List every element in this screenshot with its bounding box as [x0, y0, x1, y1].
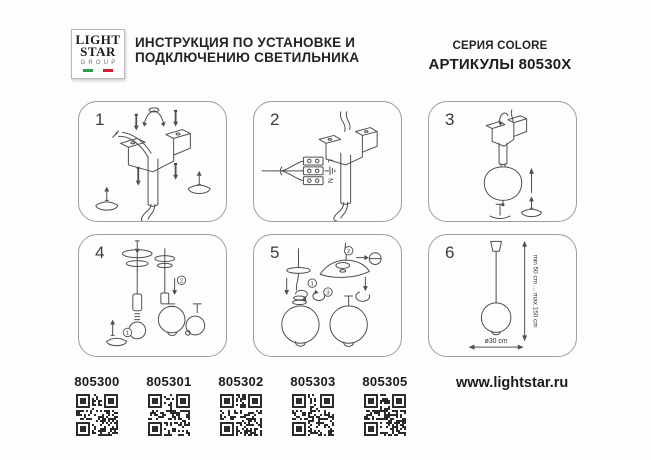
qr-code [148, 394, 190, 436]
series-block [408, 40, 592, 73]
logo-group-text: GROUP [80, 60, 119, 66]
title-line-2: ПОДКЛЮЧЕНИЮ СВЕТИЛЬНИКА [135, 49, 360, 65]
panel-step-3 [428, 101, 577, 222]
article-number: 805303 [290, 374, 336, 389]
down-arrow-icon [172, 278, 177, 295]
lightstar-logo [71, 29, 125, 79]
qr-code [364, 394, 406, 436]
short-pendant-assembly [155, 249, 175, 304]
page-title [135, 36, 375, 65]
diagram-step-5 [254, 235, 401, 356]
qr-code [292, 394, 334, 436]
canopy-shade [484, 167, 521, 206]
ceiling-cloth [320, 243, 369, 278]
svg-text:3: 3 [326, 290, 330, 297]
step-marker-1 [308, 279, 316, 287]
cable-clamp-icon [142, 108, 166, 127]
diagram-step-2 [254, 102, 401, 221]
panel-step-2 [253, 101, 402, 222]
logo-light-text: LIGHT [75, 32, 121, 47]
suspension-rod [499, 143, 507, 167]
svg-text:1: 1 [310, 281, 314, 288]
panel-number: 4 [95, 243, 105, 262]
diagram-step-6 [429, 235, 576, 356]
footer-article-item [62, 374, 132, 436]
down-arrow-icon [284, 278, 289, 295]
terminal-label-neutral: N [325, 178, 333, 184]
article-number: 805305 [362, 374, 408, 389]
horizontal-dimension-label: ø30 cm [484, 338, 508, 346]
panel-step-5 [253, 234, 402, 357]
panel-number: 5 [270, 243, 280, 262]
ceiling-bracket [319, 112, 377, 165]
vertical-dimension-label: min 50 cm ... max 150 cm [531, 254, 539, 328]
panel-number: 2 [270, 110, 280, 129]
ceiling-bracket [486, 110, 526, 146]
article-number: 805301 [146, 374, 192, 389]
panel-number: 3 [445, 110, 455, 129]
diagram-step-4 [79, 235, 226, 356]
wall-anchor-icon [522, 196, 542, 216]
terminal-label-line: L [325, 159, 333, 163]
footer-article-item [134, 374, 204, 436]
article-number: 805300 [74, 374, 120, 389]
lock-ring-icon-right [356, 277, 370, 301]
mounting-screws [134, 110, 178, 186]
svg-text:1: 1 [125, 330, 130, 337]
vertical-dimension [522, 241, 538, 341]
diagram-step-1 [79, 102, 226, 221]
panel-step-1 [78, 101, 227, 222]
terminal-block [303, 157, 323, 185]
suspension-rod [148, 157, 158, 206]
step-marker-2 [177, 276, 185, 284]
step-marker-1 [123, 328, 131, 336]
supply-wires [262, 161, 303, 181]
qr-code [220, 394, 262, 436]
article-number: 805302 [218, 374, 264, 389]
footer-article-item [350, 374, 420, 436]
step-marker-3 [324, 288, 332, 296]
pendant-assembly [122, 241, 152, 339]
ceiling-bracket [121, 130, 191, 172]
panel-step-6 [428, 234, 577, 357]
spare-globe [186, 304, 205, 335]
glass-globe [282, 296, 319, 346]
fixing-screw [490, 204, 510, 218]
second-globe [330, 296, 367, 346]
diagram-step-3 [429, 102, 576, 221]
footer-article-item [278, 374, 348, 436]
title-line-1: ИНСТРУКЦИЯ ПО УСТАНОВКЕ И [135, 35, 356, 50]
up-arrow-icon [529, 168, 534, 193]
svg-text:2: 2 [347, 249, 351, 256]
footer-article-item [206, 374, 276, 436]
logo-star-text: STAR [80, 44, 116, 59]
panel-number: 1 [95, 110, 105, 129]
italian-flag-icon [72, 69, 124, 72]
step-marker-2 [344, 247, 352, 255]
panel-number: 6 [445, 243, 455, 262]
glass-globe [158, 304, 185, 336]
power-cable [113, 131, 155, 221]
horizontal-dimension [469, 338, 524, 349]
svg-text:2: 2 [179, 278, 184, 285]
earth-ground-icon [325, 167, 335, 175]
canopy-and-cord [287, 249, 311, 290]
pendant-silhouette [481, 241, 511, 334]
series-label: СЕРИЯ COLORE [452, 40, 548, 52]
wall-anchor-icon [96, 171, 210, 210]
website-link[interactable]: www.lightstar.ru [456, 375, 569, 391]
qr-code [76, 394, 118, 436]
articles-label: АРТИКУЛЫ 80530X [428, 56, 572, 73]
panel-step-4 [78, 234, 227, 357]
